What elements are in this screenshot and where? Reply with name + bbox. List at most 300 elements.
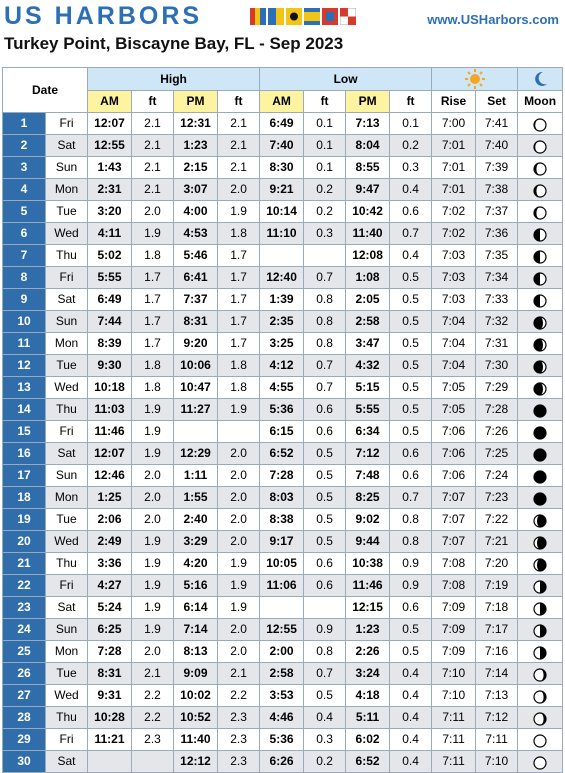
low-pm-height: 0.7 [390,223,432,245]
day-number: 16 [3,443,46,465]
low-am-time: 6:52 [260,443,304,465]
sunset-time: 7:11 [476,729,518,751]
moon-last-quarter-icon [532,227,548,243]
high-am-time: 11:03 [88,399,132,421]
low-am-time: 6:49 [260,113,304,135]
high-am-time: 2:49 [88,531,132,553]
moon-last-quarter-icon [532,249,548,265]
low-am-height: 0.8 [304,641,346,663]
high-am-time: 11:46 [88,421,132,443]
low-am-height: 0.7 [304,377,346,399]
sunrise-time: 7:10 [432,663,476,685]
low-am-time: 8:30 [260,157,304,179]
sunrise-time: 7:05 [432,399,476,421]
low-pm-height: 0.4 [390,245,432,267]
low-am-time: 6:15 [260,421,304,443]
sunset-time: 7:17 [476,619,518,641]
sunrise-time: 7:07 [432,509,476,531]
sunset-time: 7:41 [476,113,518,135]
low-pm-time: 1:08 [346,267,390,289]
table-row [3,311,563,333]
rise-header: Rise [432,91,476,113]
sunrise-time: 7:06 [432,465,476,487]
high-am-height: 2.0 [132,201,174,223]
table-row [3,443,563,465]
low-pm-time: 2:26 [346,641,390,663]
moon-new-icon [532,447,548,463]
tide-rows [3,113,563,773]
high-pm-time: 6:41 [174,267,218,289]
low-pm-height: 0.5 [390,355,432,377]
day-number: 17 [3,465,46,487]
table-row [3,487,563,509]
low-am-time: 3:53 [260,685,304,707]
day-of-week: Sun [46,157,88,179]
low-am-time: 12:40 [260,267,304,289]
high-am-height: 2.1 [132,135,174,157]
day-of-week: Mon [46,487,88,509]
high-pm-height: 2.0 [218,509,260,531]
high-pm-time: 1:11 [174,465,218,487]
low-pm-height: 0.4 [390,685,432,707]
low-pm-height: 0.8 [390,531,432,553]
high-pm-height: 1.8 [218,355,260,377]
low-pm-height: 0.4 [390,751,432,773]
low-pm-height: 0.4 [390,179,432,201]
moon-phase-cell [518,399,563,421]
low-am-time: 5:36 [260,399,304,421]
day-of-week: Fri [46,267,88,289]
high-am-time: 7:28 [88,641,132,663]
day-number: 25 [3,641,46,663]
low-am-time: 12:55 [260,619,304,641]
moon-full-icon [532,755,548,771]
day-of-week: Fri [46,113,88,135]
high-header: High [88,68,260,91]
low-pm-ft-header: ft [390,91,432,113]
low-pm-height: 0.5 [390,333,432,355]
low-am-time: 2:00 [260,641,304,663]
moon-phase-cell [518,333,563,355]
low-am-ft-header: ft [304,91,346,113]
signal-flag-icon [340,8,356,25]
table-row [3,553,563,575]
moon-phase-cell [518,311,563,333]
moon-first-quarter-icon [532,645,548,661]
high-pm-height: 2.1 [218,663,260,685]
low-pm-height: 0.9 [390,575,432,597]
high-am-height: 1.9 [132,443,174,465]
table-row [3,641,563,663]
high-am-time: 9:30 [88,355,132,377]
low-pm-height: 0.9 [390,553,432,575]
high-pm-time: 4:20 [174,553,218,575]
moon-phase-cell [518,663,563,685]
high-am-height: 1.9 [132,223,174,245]
table-row [3,465,563,487]
sunset-time: 7:21 [476,531,518,553]
sunset-time: 7:25 [476,443,518,465]
low-pm-height: 0.1 [390,113,432,135]
day-of-week: Tue [46,201,88,223]
high-am-time: 8:39 [88,333,132,355]
low-pm-height: 0.4 [390,663,432,685]
table-row [3,223,563,245]
high-am-time: 3:36 [88,553,132,575]
table-row [3,729,563,751]
sunset-time: 7:37 [476,201,518,223]
low-pm-height: 0.5 [390,311,432,333]
low-am-time: 8:38 [260,509,304,531]
sunset-time: 7:29 [476,377,518,399]
table-row [3,707,563,729]
low-am-height: 0.5 [304,509,346,531]
signal-flag-icon [286,8,302,25]
moon-waxing-gibbous-icon [532,689,548,705]
sunrise-time: 7:03 [432,245,476,267]
low-pm-time: 2:05 [346,289,390,311]
high-am-time: 6:25 [88,619,132,641]
low-am-height: 0.8 [304,311,346,333]
moon-phase-cell [518,135,563,157]
low-am-time: 6:26 [260,751,304,773]
high-pm-time: 4:00 [174,201,218,223]
high-pm-time: 12:31 [174,113,218,135]
moon-new-icon [532,403,548,419]
sunset-time: 7:31 [476,333,518,355]
high-pm-height: 2.2 [218,685,260,707]
moon-new-icon [532,491,548,507]
moon-header: Moon [518,91,563,113]
date-header: Date [3,68,88,113]
table-row [3,157,563,179]
low-pm-time: 7:12 [346,443,390,465]
high-pm-time: 5:16 [174,575,218,597]
low-am-height: 0.3 [304,223,346,245]
high-pm-time: 3:07 [174,179,218,201]
low-pm-height: 0.5 [390,289,432,311]
table-row [3,245,563,267]
high-am-time: 6:49 [88,289,132,311]
sunset-time: 7:38 [476,179,518,201]
high-pm-height: 1.7 [218,245,260,267]
sunrise-time: 7:01 [432,157,476,179]
low-pm-time: 8:25 [346,487,390,509]
day-number: 26 [3,663,46,685]
crescent-moon-icon [531,70,549,88]
sunrise-time: 7:01 [432,179,476,201]
high-am-time: 4:27 [88,575,132,597]
sunrise-time: 7:08 [432,575,476,597]
sunset-time: 7:40 [476,135,518,157]
high-pm-height: 2.1 [218,135,260,157]
high-am-time: 10:28 [88,707,132,729]
sunset-time: 7:34 [476,267,518,289]
moon-first-quarter-icon [532,623,548,639]
moon-first-quarter-icon [532,579,548,595]
high-pm-time: 10:52 [174,707,218,729]
sunset-time: 7:33 [476,289,518,311]
sunrise-time: 7:10 [432,685,476,707]
low-am-height: 0.9 [304,619,346,641]
high-pm-time: 7:14 [174,619,218,641]
moon-phase-cell [518,465,563,487]
logo: US HARBORS [4,2,203,30]
high-am-height: 1.7 [132,333,174,355]
low-am-height: 0.3 [304,729,346,751]
low-am-time: 1:39 [260,289,304,311]
day-number: 23 [3,597,46,619]
sunrise-time: 7:09 [432,597,476,619]
sunrise-time: 7:02 [432,201,476,223]
table-row [3,135,563,157]
high-pm-time: 1:55 [174,487,218,509]
high-am-height: 1.7 [132,267,174,289]
day-number: 24 [3,619,46,641]
high-pm-time: 10:02 [174,685,218,707]
day-of-week: Tue [46,355,88,377]
high-pm-height: 2.1 [218,113,260,135]
table-row [3,377,563,399]
moon-phase-cell [518,289,563,311]
high-am-height: 2.2 [132,685,174,707]
low-am-time: 4:55 [260,377,304,399]
low-am-time: 11:06 [260,575,304,597]
low-am-height: 0.2 [304,751,346,773]
moon-phase-cell [518,245,563,267]
low-pm-time: 8:04 [346,135,390,157]
day-number: 21 [3,553,46,575]
sunrise-time: 7:11 [432,707,476,729]
sunset-time: 7:20 [476,553,518,575]
moon-waning-gibbous-icon [532,205,548,221]
sun-header [432,68,518,91]
day-of-week: Sat [46,751,88,773]
moon-phase-cell [518,509,563,531]
sunset-time: 7:35 [476,245,518,267]
moon-last-quarter-icon [532,271,548,287]
sunset-time: 7:14 [476,663,518,685]
moon-waxing-crescent-icon [532,513,548,529]
sunrise-time: 7:11 [432,751,476,773]
high-am-time: 8:31 [88,663,132,685]
moon-phase-cell [518,575,563,597]
high-pm-time [174,421,218,443]
high-am-height: 2.1 [132,179,174,201]
high-am-ft-header: ft [132,91,174,113]
high-pm-time: 3:29 [174,531,218,553]
low-pm-time: 1:23 [346,619,390,641]
high-am-time: 10:18 [88,377,132,399]
day-number: 29 [3,729,46,751]
high-pm-height: 1.8 [218,223,260,245]
low-am-time: 10:05 [260,553,304,575]
low-pm-height: 0.5 [390,399,432,421]
day-number: 18 [3,487,46,509]
high-pm-height: 2.0 [218,531,260,553]
table-row [3,355,563,377]
low-am-height: 0.1 [304,135,346,157]
high-am-time: 1:43 [88,157,132,179]
high-am-height: 1.8 [132,245,174,267]
day-of-week: Sun [46,311,88,333]
table-row [3,575,563,597]
day-of-week: Sat [46,135,88,157]
page-header [0,0,565,36]
signal-flag-icon [304,8,320,25]
high-am-height: 2.1 [132,157,174,179]
high-pm-height: 2.0 [218,465,260,487]
day-of-week: Thu [46,707,88,729]
high-pm-height: 1.7 [218,289,260,311]
low-am-time: 4:46 [260,707,304,729]
day-number: 19 [3,509,46,531]
low-pm-time: 4:18 [346,685,390,707]
table-row [3,267,563,289]
low-am-height: 0.8 [304,289,346,311]
table-row [3,179,563,201]
day-of-week: Sat [46,289,88,311]
signal-flag-icon [250,8,266,25]
moon-phase-cell [518,355,563,377]
high-am-time: 12:07 [88,113,132,135]
high-am-time: 2:06 [88,509,132,531]
high-pm-height: 2.0 [218,179,260,201]
high-am-header: AM [88,91,132,113]
day-of-week: Thu [46,553,88,575]
low-am-height: 0.6 [304,421,346,443]
low-am-time: 9:21 [260,179,304,201]
moon-waxing-gibbous-icon [532,711,548,727]
low-pm-time: 4:32 [346,355,390,377]
low-pm-time: 10:38 [346,553,390,575]
table-row [3,597,563,619]
low-pm-time: 7:13 [346,113,390,135]
low-am-height: 0.5 [304,487,346,509]
high-am-height: 2.3 [132,729,174,751]
sunset-time: 7:26 [476,421,518,443]
table-row [3,289,563,311]
day-number: 11 [3,333,46,355]
day-of-week: Sat [46,597,88,619]
day-of-week: Thu [46,399,88,421]
moon-waning-gibbous-small-icon [532,117,548,133]
day-of-week: Sun [46,465,88,487]
low-pm-time: 9:02 [346,509,390,531]
high-pm-height: 1.9 [218,575,260,597]
table-row [3,333,563,355]
sunset-time: 7:10 [476,751,518,773]
low-pm-height: 0.5 [390,641,432,663]
high-am-time: 12:07 [88,443,132,465]
low-am-time [260,597,304,619]
high-am-time: 11:21 [88,729,132,751]
high-pm-height: 1.9 [218,201,260,223]
high-am-height: 1.8 [132,377,174,399]
moon-waning-crescent-icon [532,337,548,353]
sunset-time: 7:30 [476,355,518,377]
high-am-time [88,751,132,773]
low-pm-time: 6:02 [346,729,390,751]
low-pm-time: 3:47 [346,333,390,355]
moon-phase-cell [518,707,563,729]
low-pm-time: 7:48 [346,465,390,487]
high-pm-time: 10:06 [174,355,218,377]
high-pm-time: 12:12 [174,751,218,773]
high-pm-time: 1:23 [174,135,218,157]
high-pm-height: 1.9 [218,597,260,619]
sunset-time: 7:18 [476,597,518,619]
low-pm-time: 5:15 [346,377,390,399]
high-pm-time: 2:15 [174,157,218,179]
table-row [3,509,563,531]
low-pm-time: 11:40 [346,223,390,245]
moon-phase-cell [518,113,563,135]
low-am-time: 2:58 [260,663,304,685]
high-pm-time: 6:14 [174,597,218,619]
day-of-week: Thu [46,245,88,267]
day-of-week: Mon [46,641,88,663]
table-row [3,751,563,773]
low-am-height: 0.4 [304,707,346,729]
moon-waxing-crescent-icon [532,535,548,551]
low-pm-time: 8:55 [346,157,390,179]
low-am-time: 7:40 [260,135,304,157]
table-row [3,421,563,443]
high-am-height [132,751,174,773]
moon-phase-cell [518,531,563,553]
sun-icon [464,68,486,90]
low-am-height: 0.6 [304,553,346,575]
low-am-height: 0.5 [304,531,346,553]
high-am-time: 5:24 [88,597,132,619]
low-pm-height: 0.2 [390,135,432,157]
sunrise-time: 7:09 [432,641,476,663]
low-pm-height: 0.6 [390,201,432,223]
moon-full-icon [532,733,548,749]
table-row [3,399,563,421]
moon-waxing-gibbous-icon [532,667,548,683]
table-row [3,663,563,685]
sunrise-time: 7:04 [432,333,476,355]
website-link[interactable]: www.USHarbors.com [427,12,559,27]
low-am-height: 0.2 [304,201,346,223]
low-am-time: 3:25 [260,333,304,355]
low-am-height: 0.7 [304,267,346,289]
high-am-time: 1:25 [88,487,132,509]
day-of-week: Sun [46,619,88,641]
moon-waxing-crescent-icon [532,557,548,573]
high-pm-height: 1.9 [218,399,260,421]
day-number: 22 [3,575,46,597]
high-pm-time: 9:09 [174,663,218,685]
high-am-height: 1.9 [132,575,174,597]
low-pm-height: 0.5 [390,619,432,641]
sunrise-time: 7:04 [432,311,476,333]
high-pm-header: PM [174,91,218,113]
moon-phase-cell [518,201,563,223]
high-pm-height [218,421,260,443]
moon-phase-cell [518,223,563,245]
high-pm-height: 1.9 [218,553,260,575]
low-pm-height: 0.5 [390,377,432,399]
low-am-time [260,245,304,267]
sunrise-time: 7:06 [432,421,476,443]
high-pm-height: 1.7 [218,267,260,289]
high-pm-time: 2:40 [174,509,218,531]
moon-waning-gibbous-icon [532,183,548,199]
moon-last-quarter-icon [532,293,548,309]
